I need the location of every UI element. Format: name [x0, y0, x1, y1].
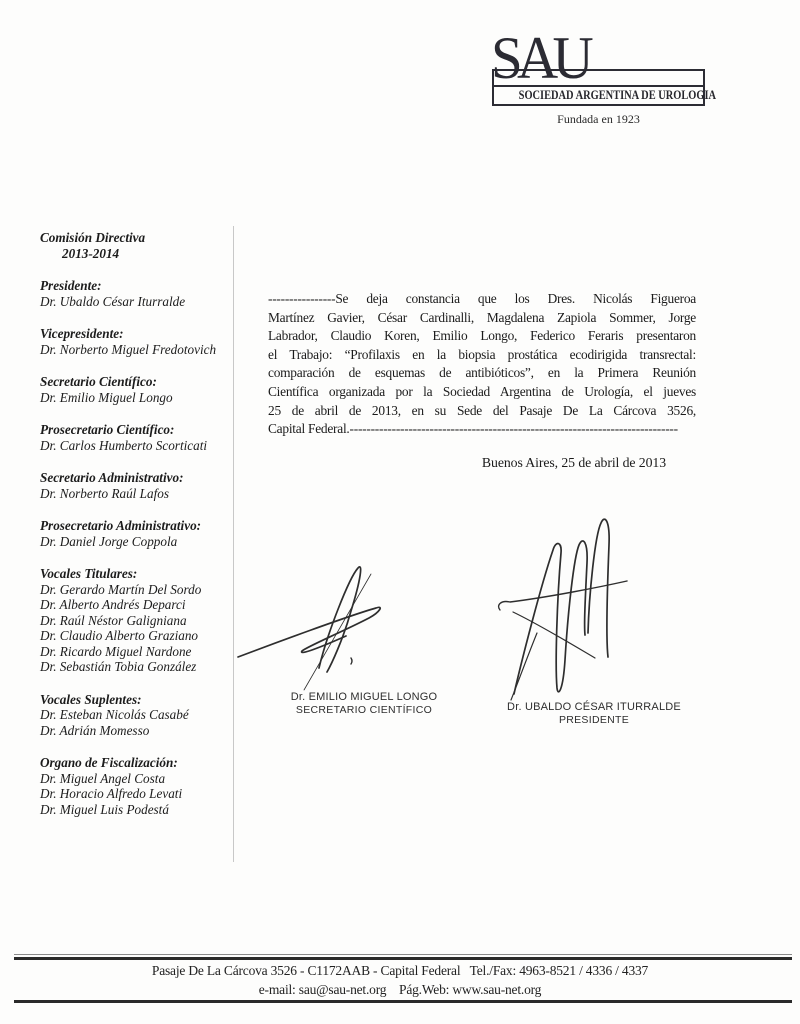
paragraph-line: Capital Federal.------------------------------------------------------------------------------ — [268, 421, 678, 437]
role-label: Secretario Científico: — [40, 374, 157, 389]
committee-group-organo-fiscalizacion — [40, 755, 245, 817]
signer-title: SECRETARIO CIENTÍFICO — [295, 704, 433, 716]
member-name: Dr. Norberto Raúl Lafos — [40, 485, 169, 501]
member-name: Dr. Claudio Alberto Graziano — [40, 628, 199, 643]
committee-period: 2013-2014 — [62, 245, 120, 261]
paragraph-line: Labrador, Claudio Koren, Emilio Longo, Federico Feraris presentaron — [268, 328, 696, 344]
footer-rule-bottom — [14, 1000, 792, 1003]
footer-rule-top-thin — [14, 954, 792, 955]
signer-name: Dr. UBALDO CÉSAR ITURRALDE — [507, 701, 681, 713]
committee-group-secretario-cientifico — [40, 374, 245, 405]
member-name: Dr. Daniel Jorge Coppola — [40, 533, 178, 549]
member-name: Dr. Norberto Miguel Fredotovich — [40, 341, 217, 357]
committee-title: Comisión Directiva — [40, 230, 146, 245]
paragraph-line: Científica organizada por la Sociedad Argentina de Urología, el jueves — [268, 383, 696, 399]
member-name: Dr. Emilio Miguel Longo — [40, 389, 173, 405]
date-line: Buenos Aires, 25 de abril de 2013 — [481, 455, 666, 470]
member-name: Dr. Ricardo Miguel Nardone — [40, 643, 192, 659]
committee-group-vocales-suplentes — [40, 692, 245, 739]
footer-rule-top — [14, 957, 792, 960]
signature-caption-right — [506, 701, 682, 726]
committee-group-vicepresidente — [40, 326, 245, 357]
member-name: Dr. Horacio Alfredo Levati — [40, 786, 183, 801]
committee-group-secretario-administrativo — [40, 470, 245, 501]
committee-heading — [40, 230, 245, 261]
signature-right — [493, 503, 648, 708]
paragraph-line: el Trabajo: “Profilaxis en la biopsia prostática ecodirigida transrectal: — [268, 346, 696, 362]
paragraph-line: comparación de esquemas de antibióticos”, en la Primera Reunión — [268, 365, 696, 381]
role-label: Secretario Administrativo: — [40, 470, 184, 485]
signature-caption-left — [276, 691, 452, 716]
footer-contact-line: e-mail: sau@sau-net.org Pág.Web: www.sau-net.org — [258, 982, 542, 997]
member-name: Dr. Esteban Nicolás Casabé — [40, 707, 189, 722]
paragraph-line: ----------------Se deja constancia que los Dres. Nicolás Figueroa — [268, 291, 696, 306]
founded-label: Fundada en 1923 — [557, 112, 640, 126]
member-name: Dr. Miguel Luis Podestá — [40, 801, 169, 817]
scan-artifact-line — [233, 226, 234, 862]
signature-left — [230, 548, 410, 700]
role-label: Presidente: — [40, 278, 102, 293]
role-label: Vicepresidente: — [40, 326, 124, 341]
committee-sidebar — [40, 230, 245, 834]
paragraph-line: Martínez Gavier, César Cardinalli, Magdalena Zapiola Sommer, Jorge — [268, 309, 696, 325]
signer-name: Dr. EMILIO MIGUEL LONGO — [290, 691, 438, 703]
member-name: Dr. Miguel Angel Costa — [40, 770, 166, 786]
role-label: Prosecretario Administrativo: — [40, 518, 202, 533]
member-name: Dr. Sebastián Tobia González — [40, 659, 197, 674]
committee-group-presidente — [40, 278, 245, 309]
role-label: Organo de Fiscalización: — [40, 755, 178, 770]
member-name: Dr. Adrián Momesso — [40, 722, 150, 738]
constancia-paragraph — [268, 290, 696, 439]
member-name: Dr. Ubaldo César Iturralde — [40, 293, 186, 309]
committee-group-vocales-titulares — [40, 566, 245, 675]
committee-group-prosecretario-cientifico — [40, 422, 245, 453]
member-name: Dr. Alberto Andrés Deparci — [40, 597, 186, 612]
paragraph-line: 25 de abril de 2013, en su Sede del Pasaje De La Cárcova 3526, — [268, 402, 696, 418]
member-name: Dr. Raúl Néstor Galigniana — [40, 612, 187, 628]
member-name: Dr. Gerardo Martín Del Sordo — [40, 581, 202, 597]
role-label: Vocales Suplentes: — [40, 691, 142, 707]
role-label: Prosecretario Científico: — [40, 422, 175, 437]
org-name-text: SOCIEDAD ARGENTINA DE UROLOGIA — [518, 87, 717, 102]
sau-acronym-text: SAU — [491, 25, 588, 91]
signer-title: PRESIDENTE — [558, 714, 630, 726]
committee-group-prosecretario-administrativo — [40, 518, 245, 549]
member-name: Dr. Carlos Humberto Scorticati — [40, 437, 208, 453]
role-label: Vocales Titulares: — [40, 566, 138, 581]
footer-address-line: Pasaje De La Cárcova 3526 - C1172AAB - Capital Federal Tel./Fax: 4963-8521 / 4336 / 4337 — [151, 963, 649, 978]
